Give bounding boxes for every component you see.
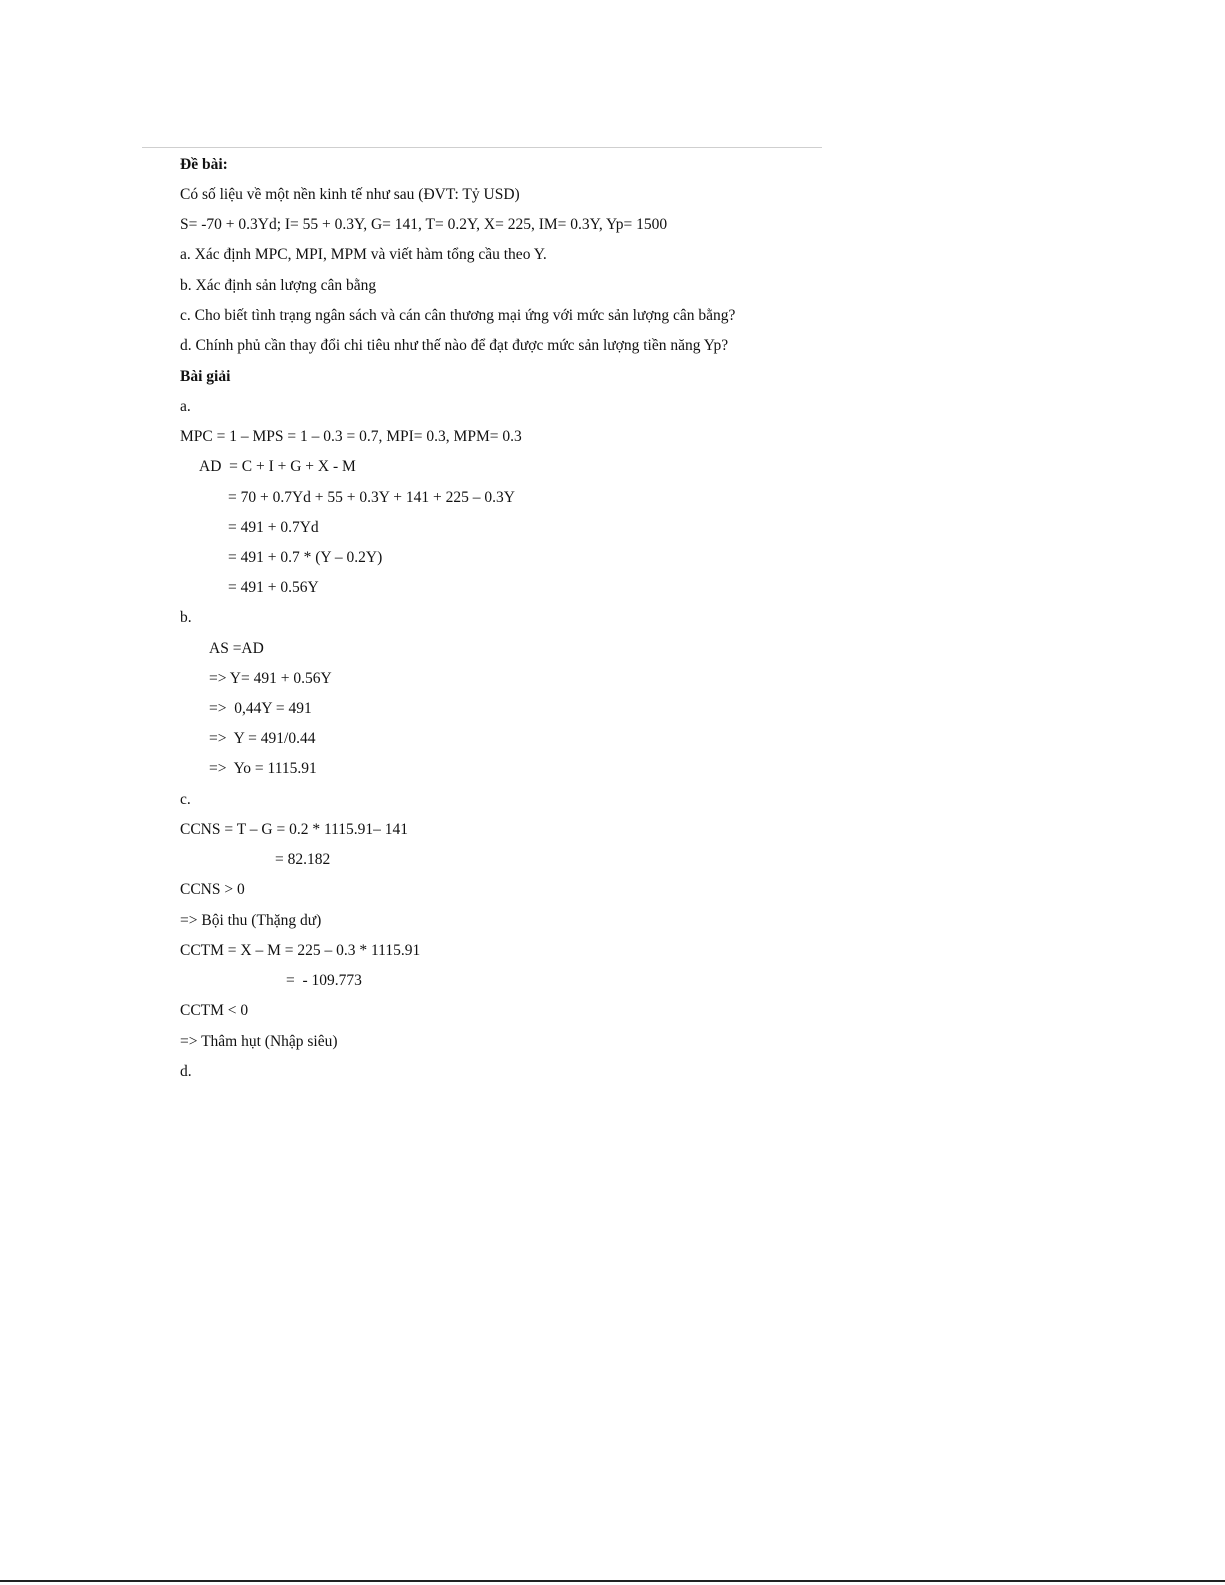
text-line: = 491 + 0.56Y — [228, 579, 319, 596]
text-line: => 0,44Y = 491 — [209, 700, 312, 717]
text-line: = - 109.773 — [286, 972, 362, 989]
text-line: AS =AD — [209, 640, 264, 657]
text-line: => Yo = 1115.91 — [209, 760, 317, 777]
text-line: Có số liệu về một nền kinh tế như sau (ĐVT: Tỷ USD) — [180, 186, 520, 203]
text-line: S= -70 + 0.3Yd; I= 55 + 0.3Y, G= 141, T= 0.2Y, X= 225, IM= 0.3Y, Yp= 1500 — [180, 216, 668, 233]
text-line: => Thâm hụt (Nhập siêu) — [180, 1033, 338, 1050]
text-line: CCNS > 0 — [180, 881, 245, 898]
bottom-border — [0, 1580, 1225, 1582]
text-line: = 82.182 — [275, 851, 331, 868]
text-line: = 491 + 0.7 * (Y – 0.2Y) — [228, 549, 383, 566]
text-line: MPC = 1 – MPS = 1 – 0.3 = 0.7, MPI= 0.3, MPM= 0.3 — [180, 428, 522, 445]
text-line: d. — [180, 1063, 192, 1080]
section-heading: Đề bài: — [180, 156, 228, 173]
text-line: => Bội thu (Thặng dư) — [180, 912, 322, 929]
text-line: a. Xác định MPC, MPI, MPM và viết hàm tổng cầu theo Y. — [180, 246, 547, 263]
text-line: CCTM < 0 — [180, 1002, 249, 1019]
text-line: c. — [180, 791, 191, 808]
text-line: CCNS = T – G = 0.2 * 1115.91– 141 — [180, 821, 409, 838]
text-line: CCTM = X – M = 225 – 0.3 * 1115.91 — [180, 942, 421, 959]
text-line: => Y= 491 + 0.56Y — [209, 670, 332, 687]
text-line: a. — [180, 398, 191, 415]
section-heading: Bài giải — [180, 368, 231, 385]
text-line: AD = C + I + G + X - M — [199, 458, 356, 475]
text-line: b. Xác định sản lượng cân bằng — [180, 277, 377, 294]
text-line: d. Chính phủ cần thay đổi chi tiêu như thế nào để đạt được mức sản lượng tiền năng Yp? — [180, 337, 729, 354]
text-line: = 491 + 0.7Yd — [228, 519, 319, 536]
text-line: c. Cho biết tình trạng ngân sách và cán cân thương mại ứng với mức sản lượng cân bằng? — [180, 307, 736, 324]
text-line: = 70 + 0.7Yd + 55 + 0.3Y + 141 + 225 – 0.3Y — [228, 489, 515, 506]
text-line: => Y = 491/0.44 — [209, 730, 316, 747]
top-divider — [142, 147, 822, 148]
text-line: b. — [180, 609, 192, 626]
